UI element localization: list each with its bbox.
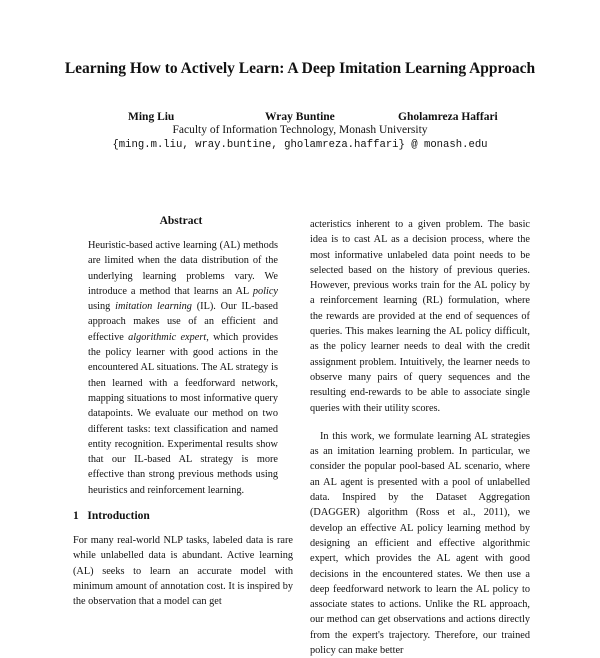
section-heading-introduction: 1 Introduction: [73, 510, 150, 522]
abstract-heading: Abstract: [159, 215, 203, 227]
abstract-text-part: (IL). Our IL-based approach makes use of an efficient and effective: [88, 301, 279, 343]
abstract-text-part: Heuristic-based active learning (AL) methods are limited when the data distribution of the underlying learning problems vary. We introduce a method that learns an AL: [88, 240, 278, 297]
abstract-emphasis: imitation learning: [115, 301, 192, 313]
paper-title: Learning How to Actively Learn: A Deep Imitation Learning Approach: [64, 60, 536, 77]
paragraph-text: ) algorithm (Ross et al., 2011), we develop an effective AL policy learning method by designing an efficient and effective algorithmic expert, which provides the AL agent with good decisions in the encountered states. We then use a deep feedforward network to learn the AL policy to associate states to actions. Unlike the RL approach, our method can get observations and actions directly from the expert's trajectory. Therefore, our trained policy can make better: [310, 507, 530, 657]
paragraph: acteristics inherent to a given problem. The basic idea is to cast AL as a decision process, where the most informative unlabeled data point needs to be selected based on the history of previous queries. However, previous works train for the AL policy by a reinforcement learning (RL) formulation, where the rewards are provided at the end of sequences of queries. This makes learning the AL policy difficult, as the policy learner needs to deal with the credit assignment problem. Intuitively, the learner needs to observe many pairs of query sequences and the resulting end-rewards to be able to associate single queries with their utility scores.: [310, 219, 530, 414]
author-name: Wray Buntine: [265, 111, 335, 123]
abstract-emphasis: policy: [252, 285, 278, 297]
abstract-text: [88, 238, 278, 498]
abstract-text-part: , which provides the policy learner with good actions in the encountered AL situations. The AL strategy is then learned with a feedforward network, mapping situations to most informative query datapoints. We evaluate our method on two different tasks: text classification and named entity recognition. Experimental results show that our IL-based AL strategy is more effective than strong previous methods using heuristics and reinforcement learning.: [88, 331, 278, 496]
abstract-emphasis: algorithmic expert: [128, 331, 207, 343]
paragraph-text: In this work, we formulate learning AL strategies as an imitation learning problem. In particular, we consider the popular pool-based AL scenario, where an AL agent is presented with a pool of unlabelled data. Inspired by the Dataset Aggregation (D: [310, 430, 530, 519]
author-emails: {ming.m.liu, wray.buntine, gholamreza.haffari} @ monash.edu: [112, 139, 488, 151]
abstract-text-part: using: [88, 301, 116, 313]
author-name: Ming Liu: [128, 111, 175, 123]
right-column: [310, 217, 530, 658]
author-name: Gholamreza Haffari: [398, 111, 498, 123]
dagger-smallcaps: AGGER: [320, 507, 357, 519]
paragraph: [310, 429, 530, 658]
introduction-text-left: For many real-world NLP tasks, labeled data is rare while unlabelled data is abundant. Active learning (AL) seeks to learn an accurate model with minimum amount of annotation cost. It is inspired by the observation that a model can get: [73, 535, 293, 608]
affiliation: Faculty of Information Technology, Monash University: [172, 124, 428, 136]
